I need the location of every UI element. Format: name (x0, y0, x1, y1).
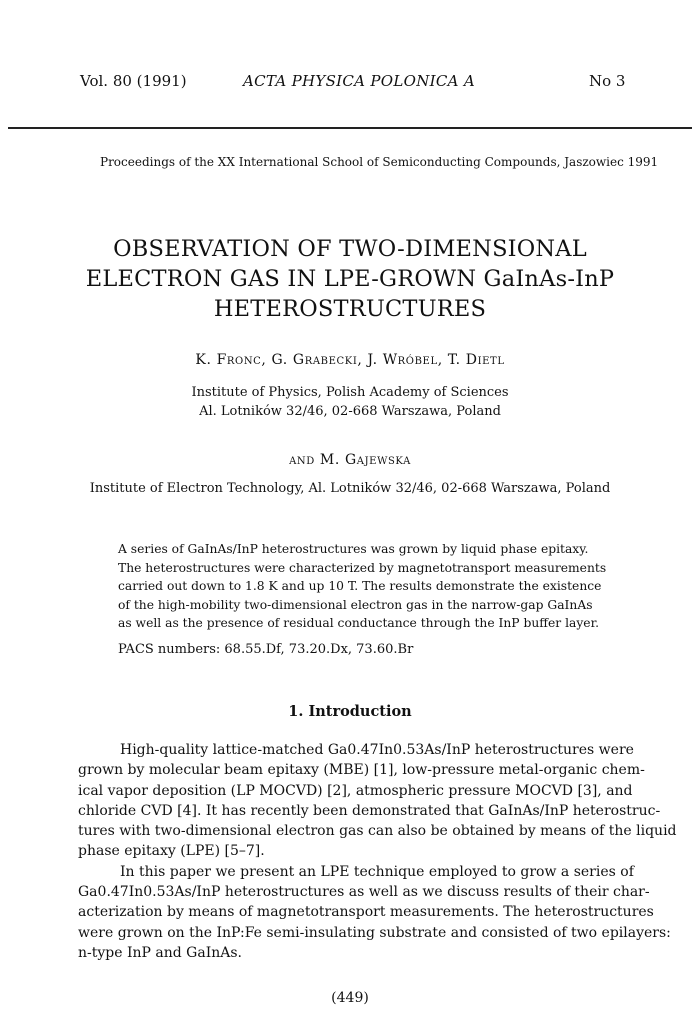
body-line: Ga0.47In0.53As/InP heterostructures as well as we discuss results of their char- (78, 884, 650, 901)
body-line: grown by molecular beam epitaxy (MBE) [1], low-pressure metal-organic chem- (78, 762, 645, 779)
abstract-line: The heterostructures were characterized by magnetotransport measurements (118, 560, 607, 575)
abstract (118, 540, 607, 633)
body-line: were grown on the InP:Fe semi-insulating substrate and consisted of two epilayers: (78, 924, 671, 941)
issue-label: No 3 (589, 72, 626, 90)
paper-title (60, 234, 640, 324)
journal-title: ACTA PHYSICA POLONICA A (243, 72, 475, 90)
abstract-line: A series of GaInAs/InP heterostructures was grown by liquid phase epitaxy. (118, 542, 589, 556)
body-line: acterization by means of magnetotransport measurements. The heterostructures (78, 904, 654, 921)
body-text (78, 740, 677, 963)
body-line: ical vapor deposition (LP MOCVD) [2], atmospheric pressure MOCVD [3], and (78, 782, 633, 799)
body-line: phase epitaxy (LPE) [5–7]. (78, 843, 265, 860)
body-line: In this paper we present an LPE technique employed to grow a series of (120, 863, 634, 880)
page-number: (449) (331, 990, 369, 1006)
affiliation-2: Institute of Electron Technology, Al. Lotników 32/46, 02-668 Warszawa, Poland (89, 481, 611, 496)
volume-label: Vol. 80 (1991) (80, 72, 187, 90)
title-line: ELECTRON GAS IN LPE-GROWN GaInAs-InP (85, 266, 615, 292)
body-line: High-quality lattice-matched Ga0.47In0.53As/InP heterostructures were (120, 742, 634, 758)
additional-author: and M. Gajewska (289, 452, 411, 468)
affiliation-1 (60, 383, 640, 421)
header-rule (8, 127, 692, 129)
body-line: tures with two-dimensional electron gas can also be obtained by means of the liquid (78, 823, 677, 840)
abstract-line: as well as the presence of residual conductance through the InP buffer layer. (118, 616, 600, 631)
affiliation-line: Al. Lotników 32/46, 02-668 Warszawa, Poland (199, 404, 501, 419)
pacs-numbers: PACS numbers: 68.55.Df, 73.20.Dx, 73.60.Br (118, 642, 414, 657)
body-line: chloride CVD [4]. It has recently been demonstrated that GaInAs/InP heterostruc- (78, 802, 661, 819)
proceedings-line: Proceedings of the XX International School of Semiconducting Compounds, Jaszowiec 1991 (100, 155, 659, 169)
body-line: n-type InP and GaInAs. (78, 944, 242, 961)
abstract-line: carried out down to 1.8 K and up 10 T. The results demonstrate the existence (118, 579, 602, 594)
title-line: HETEROSTRUCTURES (213, 296, 487, 322)
title-line: OBSERVATION OF TWO-DIMENSIONAL (113, 236, 587, 262)
section-heading: 1. Introduction (288, 703, 412, 720)
authors: K. Fronc, G. Grabecki, J. Wróbel, T. Dietl (195, 352, 505, 368)
abstract-line: of the high-mobility two-dimensional electron gas in the narrow-gap GaInAs (118, 597, 593, 612)
affiliation-line: Institute of Physics, Polish Academy of Sciences (191, 385, 509, 400)
